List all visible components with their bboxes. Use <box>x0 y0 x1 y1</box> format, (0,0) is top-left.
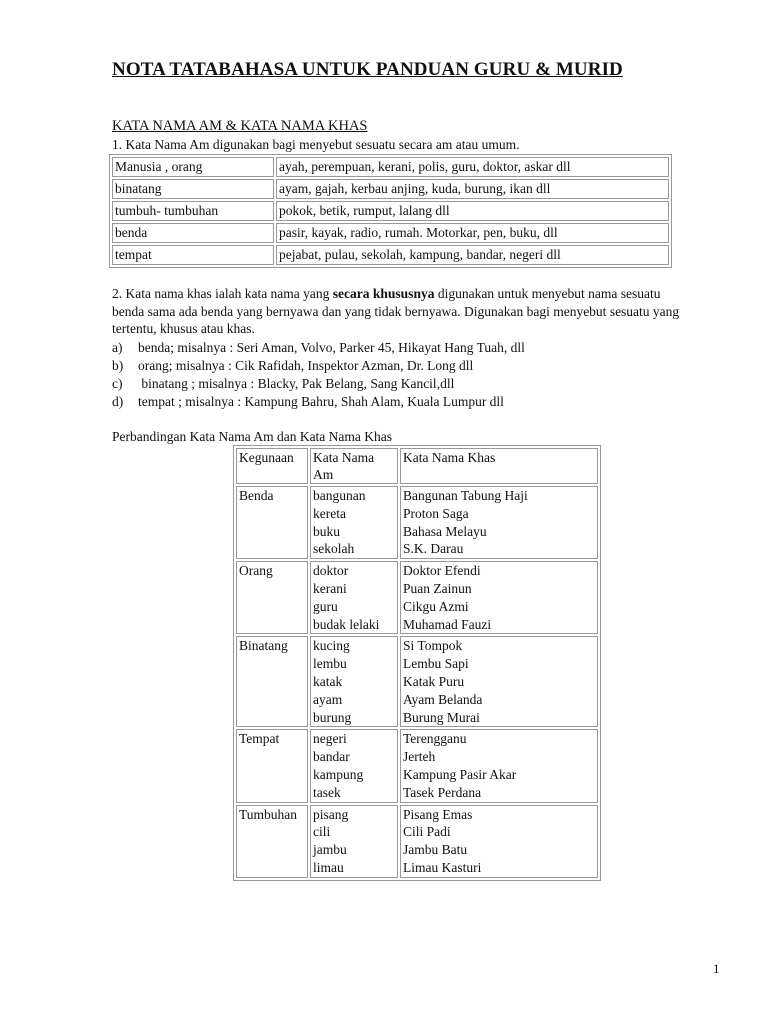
kata-nama-khas-cell <box>400 636 598 727</box>
kata-nama-am-item: doktor <box>313 563 349 579</box>
paragraph-2-text-before: 2. Kata nama khas ialah kata nama yang <box>112 286 333 301</box>
list-item <box>112 375 525 393</box>
paragraph-2-bold-text: secara khususnya <box>332 286 435 301</box>
kata-nama-khas-item: Cili Padi <box>403 824 451 840</box>
comparison-heading: Perbandingan Kata Nama Am dan Kata Nama Khas <box>112 429 393 444</box>
kata-nama-am-item: sekolah <box>313 541 355 557</box>
kata-nama-khas-item: Puan Zainun <box>403 580 472 596</box>
kata-nama-am-cell <box>310 729 398 802</box>
kata-nama-khas-item: Katak Puru <box>403 673 465 689</box>
category-cell: Manusia , orang <box>112 157 274 177</box>
kata-nama-am-item: kucing <box>313 638 350 654</box>
table-row <box>236 729 598 802</box>
list-item-text: tempat ; misalnya : Kampung Bahru, Shah Alam, Kuala Lumpur dll <box>138 394 504 409</box>
kata-nama-am-item: ayam <box>313 691 343 707</box>
header-kata-nama-am <box>310 448 398 484</box>
kegunaan-cell: Tumbuhan <box>236 805 308 878</box>
table-row <box>112 245 669 265</box>
kata-nama-khas-item: Burung Murai <box>403 709 480 725</box>
table-row <box>112 201 669 221</box>
category-cell: benda <box>112 223 274 243</box>
list-item-text: orang; misalnya : Cik Rafidah, Inspektor Azman, Dr. Long dll <box>138 358 474 373</box>
intro-paragraph-1: 1. Kata Nama Am digunakan bagi menyebut sesuatu secara am atau umum. <box>112 137 520 152</box>
list-item-text: binatang ; misalnya : Blacky, Pak Belang, Sang Kancil,dll <box>138 376 455 391</box>
table-row <box>112 157 669 177</box>
category-cell: tempat <box>112 245 274 265</box>
comparison-table-header <box>236 448 598 484</box>
comparison-table <box>233 445 601 881</box>
kata-nama-khas-item: S.K. Darau <box>403 541 464 557</box>
kata-nama-khas-item: Muhamad Fauzi <box>403 616 492 632</box>
examples-cell: pokok, betik, rumput, lalang dll <box>276 201 669 221</box>
kata-nama-am-item: katak <box>313 673 343 689</box>
kegunaan-cell: Tempat <box>236 729 308 802</box>
kata-nama-am-item: kerani <box>313 580 347 596</box>
page-number: 1 <box>713 961 720 976</box>
examples-cell: pasir, kayak, radio, rumah. Motorkar, pen, buku, dll <box>276 223 669 243</box>
kata-nama-khas-item: Limau Kasturi <box>403 859 482 875</box>
kata-nama-am-item: jambu <box>313 842 347 858</box>
kata-nama-am-cell <box>310 805 398 878</box>
kata-nama-am-cell <box>310 636 398 727</box>
kata-nama-khas-cell <box>400 729 598 802</box>
list-item-label: a) <box>112 340 123 355</box>
table-row <box>112 179 669 199</box>
kata-nama-am-item: buku <box>313 523 340 539</box>
kegunaan-cell: Binatang <box>236 636 308 727</box>
kata-nama-am-item: negeri <box>313 731 347 747</box>
list-item <box>112 393 525 411</box>
kata-nama-am-item: kereta <box>313 505 346 521</box>
kata-nama-khas-item: Jambu Batu <box>403 842 468 858</box>
list-item <box>112 339 525 357</box>
kegunaan-cell: Orang <box>236 561 308 634</box>
header-kata-nama-khas: Kata Nama Khas <box>400 448 598 484</box>
kata-nama-khas-item: Si Tompok <box>403 638 463 654</box>
kata-nama-am-cell <box>310 486 398 559</box>
kata-nama-am-cell <box>310 561 398 634</box>
paragraph-2-text-after: digunakan untuk menyebut nama sesuatu benda sama ada benda yang bernyawa dan yang tidak bernyawa. Digunakan bagi menyebut sesuatu yang tertentu, khusus atau khas. <box>112 286 680 337</box>
kata-nama-am-item: pisang <box>313 806 349 822</box>
kata-nama-am-item: guru <box>313 598 338 614</box>
table-row <box>236 805 598 878</box>
header-kata-nama-am-text: Kata Nama Am <box>313 450 375 482</box>
examples-list <box>112 339 525 411</box>
kata-nama-khas-cell <box>400 805 598 878</box>
examples-cell: pejabat, pulau, sekolah, kampung, bandar, negeri dll <box>276 245 669 265</box>
kata-nama-am-item: tasek <box>313 784 341 800</box>
kata-nama-khas-item: Jerteh <box>403 749 436 765</box>
kata-nama-am-table <box>109 154 672 268</box>
kata-nama-khas-item: Tasek Perdana <box>403 784 482 800</box>
list-item-text: benda; misalnya : Seri Aman, Volvo, Parker 45, Hikayat Hang Tuah, dll <box>138 340 525 355</box>
kata-nama-khas-item: Cikgu Azmi <box>403 598 469 614</box>
kata-nama-khas-item: Lembu Sapi <box>403 656 469 672</box>
kata-nama-khas-item: Terengganu <box>403 731 467 747</box>
kata-nama-khas-item: Bahasa Melayu <box>403 523 487 539</box>
kata-nama-am-item: bandar <box>313 749 350 765</box>
examples-cell: ayah, perempuan, kerani, polis, guru, doktor, askar dll <box>276 157 669 177</box>
table-row <box>236 561 598 634</box>
kata-nama-khas-cell <box>400 561 598 634</box>
kata-nama-am-item: kampung <box>313 766 364 782</box>
category-cell: binatang <box>112 179 274 199</box>
table-row <box>112 223 669 243</box>
kata-nama-am-item: limau <box>313 859 344 875</box>
section-heading: KATA NAMA AM & KATA NAMA KHAS <box>112 118 368 134</box>
kata-nama-am-item: burung <box>313 709 352 725</box>
intro-paragraph-2 <box>112 285 692 338</box>
list-item-label: d) <box>112 394 124 409</box>
examples-cell: ayam, gajah, kerbau anjing, kuda, burung, ikan dll <box>276 179 669 199</box>
list-item <box>112 357 525 375</box>
table-row <box>236 486 598 559</box>
kata-nama-am-item: budak lelaki <box>313 616 380 632</box>
list-item-label: b) <box>112 358 124 373</box>
kata-nama-khas-item: Pisang Emas <box>403 806 473 822</box>
kata-nama-am-item: cili <box>313 824 331 840</box>
category-cell: tumbuh- tumbuhan <box>112 201 274 221</box>
kata-nama-khas-item: Kampung Pasir Akar <box>403 766 517 782</box>
kata-nama-khas-item: Bangunan Tabung Haji <box>403 488 528 503</box>
kata-nama-khas-item: Proton Saga <box>403 505 469 521</box>
list-item-label: c) <box>112 376 123 391</box>
kegunaan-cell: Benda <box>236 486 308 559</box>
table-row <box>236 636 598 727</box>
kata-nama-am-item: bangunan <box>313 488 366 503</box>
kata-nama-khas-item: Ayam Belanda <box>403 691 483 707</box>
kata-nama-am-item: lembu <box>313 656 347 672</box>
page-title: NOTA TATABAHASA UNTUK PANDUAN GURU & MURID <box>112 59 623 80</box>
kata-nama-khas-item: Doktor Efendi <box>403 563 481 579</box>
kata-nama-khas-cell <box>400 486 598 559</box>
header-kegunaan: Kegunaan <box>236 448 308 484</box>
